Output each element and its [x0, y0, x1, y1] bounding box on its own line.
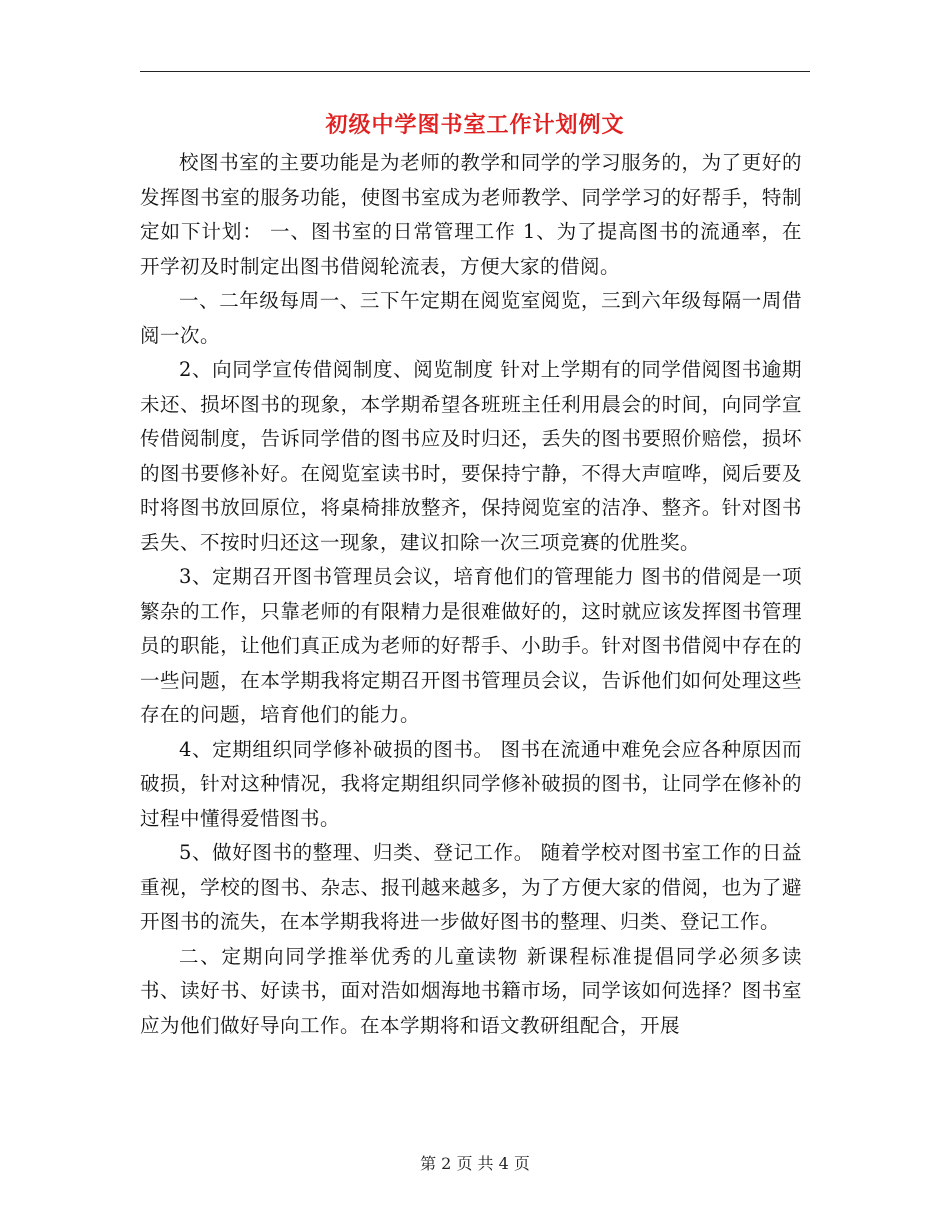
paragraph-borrowing-rules: 2、向同学宣传借阅制度、阅览制度 针对上学期有的同学借阅图书逾期未还、损坏图书的现象，本学期希望各班班主任利用晨会的时间，向同学宣传借阅制度，告诉同学借的图书应及时归还，丢失的图书要照价赔偿，损坏的图书要修补好。在阅览室读书时，要保持宁静，不得大声喧哗，阅后要及时将图书放回原位，将桌椅排放整齐，保持阅览室的洁净、整齐。针对图书丢失、不按时归还这一现象，建议扣除一次三项竞赛的优胜奖。	[140, 358, 802, 554]
paragraph-grades-schedule: 一、二年级每周一、三下午定期在阅览室阅览，三到六年级每隔一周借阅一次。	[140, 289, 802, 347]
header-rule	[140, 71, 810, 72]
document-body	[140, 146, 802, 1043]
page-number-footer: 第 2 页 共 4 页	[420, 1154, 530, 1173]
paragraph-librarian-meetings: 3、定期召开图书管理员会议，培育他们的管理能力 图书的借阅是一项繁杂的工作，只靠老师的有限精力是很难做好的，这时就应该发挥图书管理员的职能，让他们真正成为老师的好帮手、小助手。针对图书借阅中存在的一些问题，在本学期我将定期召开图书管理员会议，告诉他们如何处理这些存在的问题，培育他们的能力。	[140, 565, 802, 726]
document-title: 初级中学图书室工作计划例文	[325, 113, 625, 138]
paragraph-book-repair: 4、定期组织同学修补破损的图书。 图书在流通中难免会应各种原因而破损，针对这种情况，我将定期组织同学修补破损的图书，让同学在修补的过程中懂得爱惜图书。	[140, 737, 802, 830]
paragraph-recommend-reading: 二、定期向同学推举优秀的儿童读物 新课程标准提倡同学必须多读书、读好书、好读书，面对浩如烟海地书籍市场，同学该如何选择？图书室应为他们做好导向工作。在本学期将和语文教研组配合，开展	[140, 944, 802, 1037]
paragraph-cataloguing: 5、做好图书的整理、归类、登记工作。 随着学校对图书室工作的日益重视，学校的图书、杂志、报刊越来越多，为了方便大家的借阅，也为了避开图书的流失，在本学期我将进一步做好图书的整理、归类、登记工作。	[140, 841, 802, 933]
paragraph-intro: 校图书室的主要功能是为老师的教学和同学的学习服务的，为了更好的发挥图书室的服务功能，使图书室成为老师教学、同学学习的好帮手，特制定如下计划： 一、图书室的日常管理工作 1、为了提高图书的流通率，在开学初及时制定出图书借阅轮流表，方便大家的借阅。	[140, 151, 802, 278]
